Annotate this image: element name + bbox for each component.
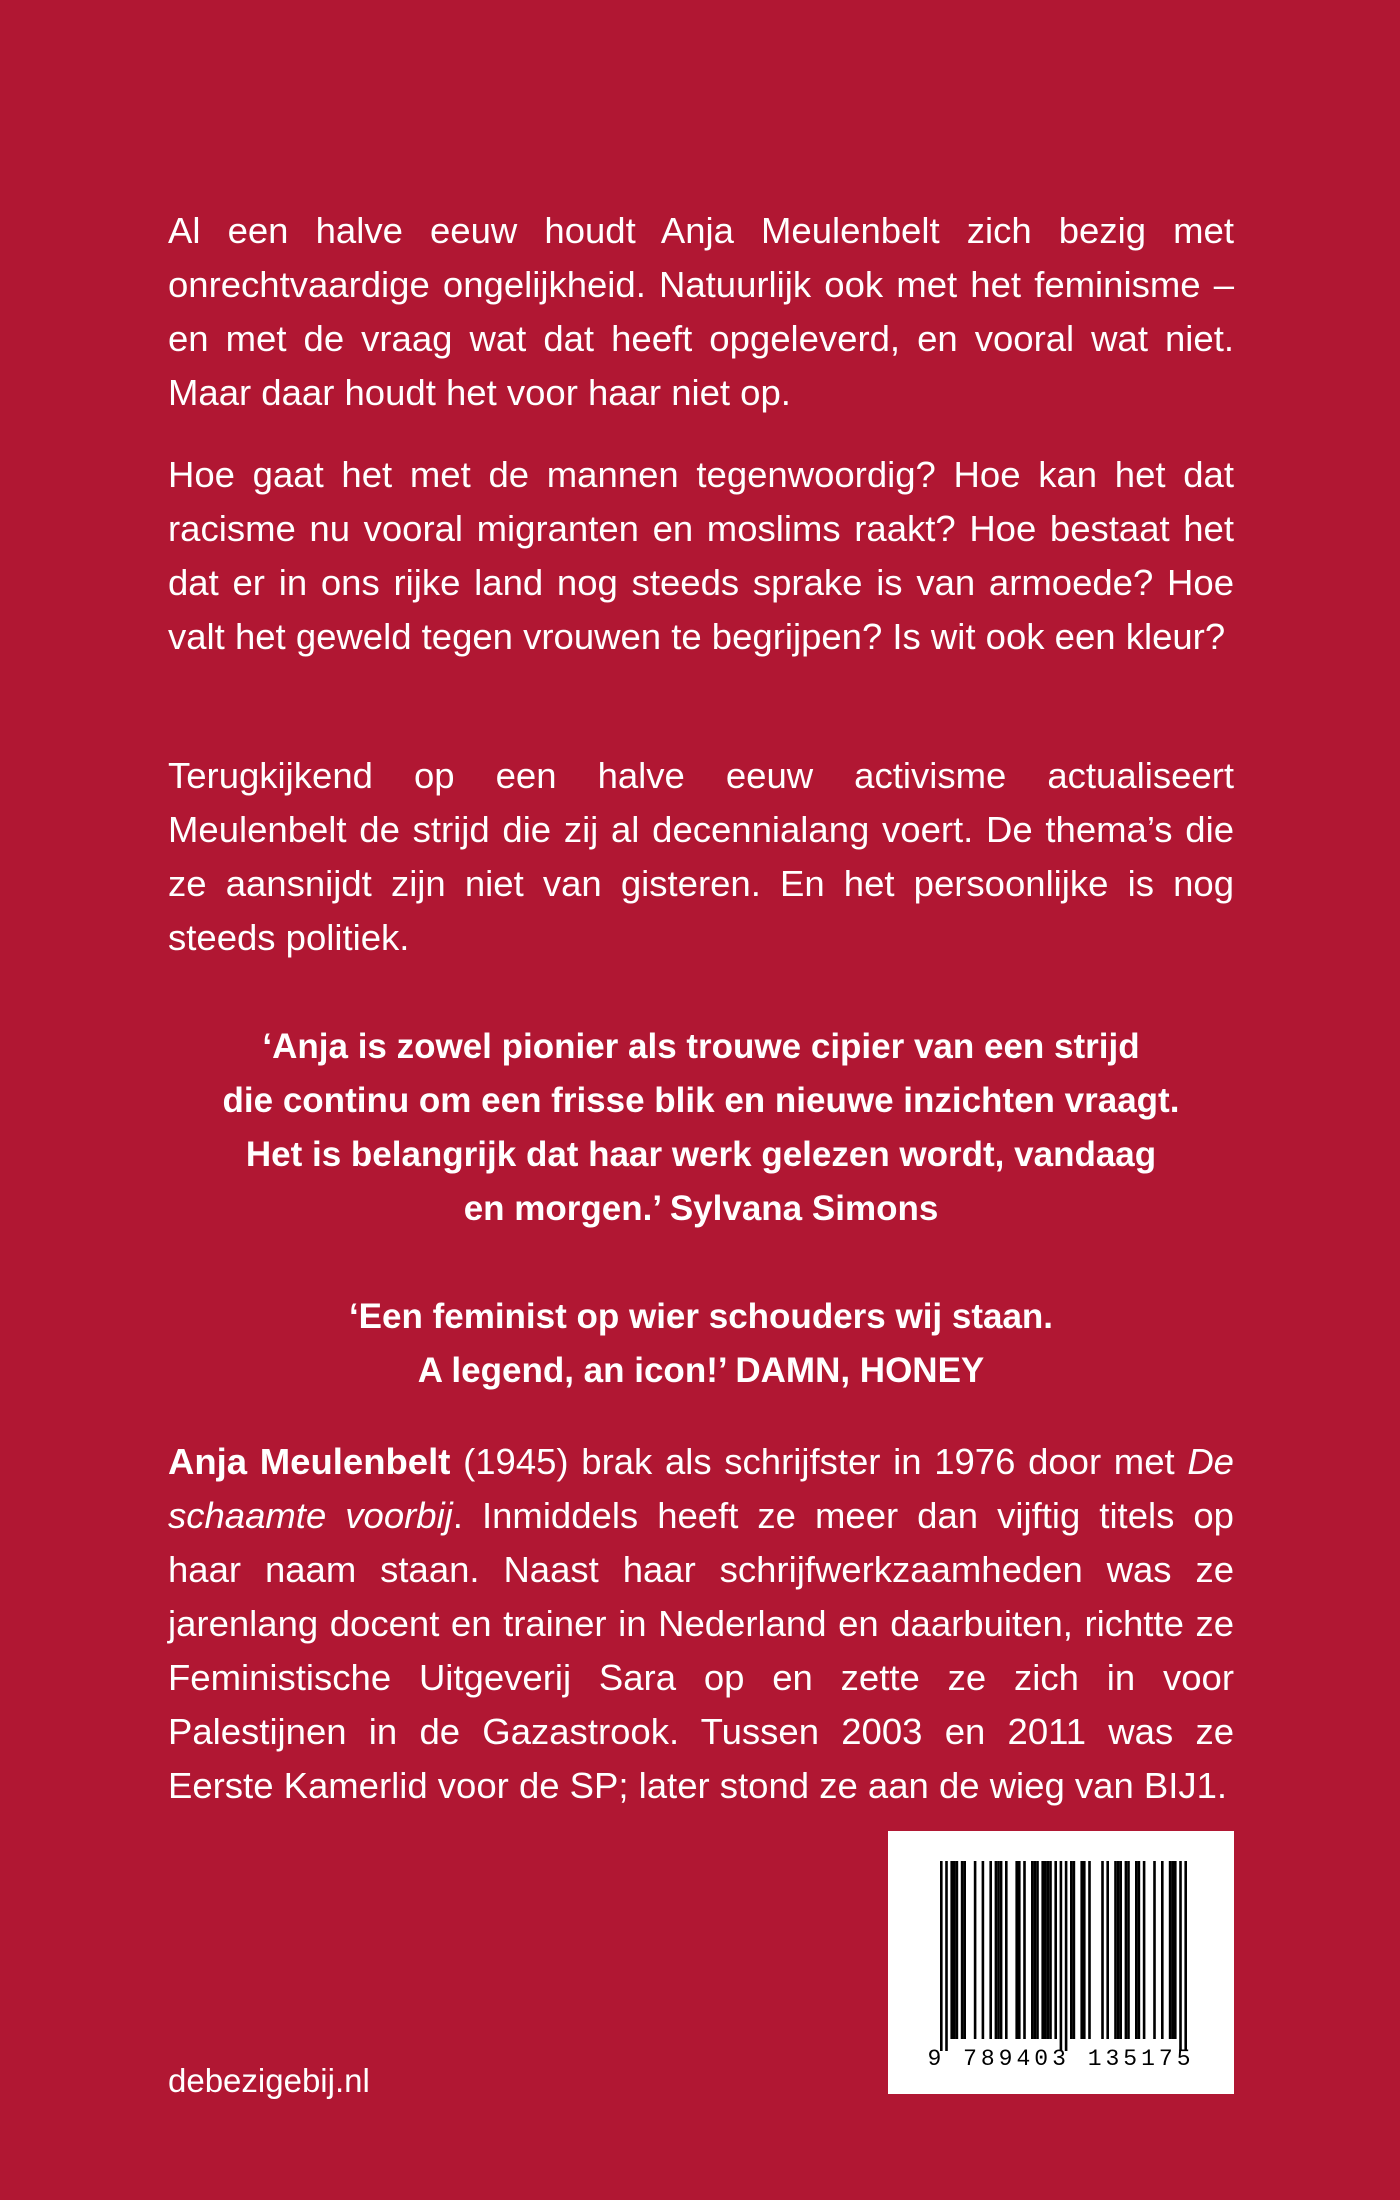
barcode-bar	[950, 1861, 953, 2039]
author-bio	[168, 1435, 1234, 1813]
barcode-bar	[1023, 1861, 1026, 2039]
barcode-bar	[974, 1861, 977, 2039]
barcode-bar	[995, 1861, 998, 2039]
barcode-bar	[1143, 1861, 1146, 2039]
barcode-bar	[1083, 1861, 1086, 2039]
barcode-bar	[1031, 1861, 1034, 2039]
barcode-bar	[1184, 1861, 1187, 2051]
barcode-bar	[1041, 1861, 1044, 2039]
barcode-bar	[1088, 1861, 1091, 2039]
barcode-bar	[1101, 1861, 1104, 2039]
barcode-bar	[1117, 1861, 1120, 2039]
barcode-bar	[1169, 1861, 1172, 2039]
barcode-bar	[945, 1861, 948, 2051]
barcode-bar	[1060, 1861, 1063, 2051]
barcode-bar	[1080, 1861, 1083, 2039]
quote-line: ‘Anja is zowel pionier als trouwe cipier van een strijd	[262, 1027, 1140, 1066]
bio-text: (1945) brak als schrijfster in 1976 door met	[450, 1441, 1188, 1482]
barcode-bar	[1114, 1861, 1117, 2039]
description-paragraph-2: Hoe gaat het met de mannen tegenwoordig? Hoe kan het dat racisme nu vooral migranten en moslims raakt? Hoe bestaat het dat er in ons rijke land nog steeds sprake is van armoede? Hoe valt het geweld tegen vrouwen te begrijpen? Is wit ook een kleur?	[168, 454, 1234, 657]
barcode-bar	[963, 1861, 966, 2039]
barcode-bar	[1047, 1861, 1050, 2039]
barcode-bar	[1125, 1861, 1128, 2039]
barcode-bar	[1171, 1861, 1174, 2039]
barcode-bar	[1070, 1861, 1073, 2039]
barcode-bar	[1018, 1861, 1021, 2039]
quote-line: A legend, an icon!’ DAMN, HONEY	[417, 1351, 985, 1390]
barcode-bar	[982, 1861, 985, 2039]
barcode-bar	[961, 1861, 964, 2039]
quote-sylvana-simons	[168, 1020, 1234, 1236]
barcode-bar	[1179, 1861, 1182, 2051]
quote-line: die continu om een frisse blik en nieuwe inzichten vraagt.	[222, 1081, 1180, 1120]
barcode-bar	[956, 1861, 959, 2039]
quote-line: Het is belangrijk dat haar werk gelezen wordt, vandaag	[245, 1135, 1157, 1174]
barcode-bar	[1138, 1861, 1141, 2039]
book-title: De schaamte voorbij	[168, 1441, 1234, 1536]
barcode-bar	[1135, 1861, 1138, 2039]
description-paragraph-3: Terugkijkend op een halve eeuw activisme actualiseert Meulenbelt de strijd die zij al decennialang voert. De thema’s die ze aansnijdt zijn niet van gisteren. En het persoonlijke is nog steeds politiek.	[168, 755, 1234, 958]
barcode-bar	[1174, 1861, 1177, 2039]
barcode-bar	[1036, 1861, 1039, 2039]
quote-line: en morgen.’ Sylvana Simons	[463, 1189, 939, 1228]
barcode-bar	[1034, 1861, 1037, 2039]
quote-damn-honey	[168, 1290, 1234, 1398]
isbn-barcode	[888, 1831, 1234, 2094]
barcode-bar	[1119, 1861, 1122, 2039]
publisher-website: debezigebij.nl	[168, 2062, 370, 2099]
barcode-bar	[1015, 1861, 1018, 2039]
barcode-bar	[1044, 1861, 1047, 2039]
description-paragraph-1: Al een halve eeuw houdt Anja Meulenbelt zich bezig met onrechtvaardige ongelijkheid. Natuurlijk ook met het feminisme – en met de vraag wat dat heeft opgeleverd, en vooral wat niet. Maar daar houdt het voor haar niet op.	[168, 210, 1234, 413]
bio-text: . Inmiddels heeft ze meer dan vijftig titels op haar naam staan. Naast haar schrijfwerkzaamheden was ze jarenlang docent en trainer in Nederland en daarbuiten, richtte ze Feministische Uitgeverij Sara op en zette ze zich in voor Palestijnen in de Gazastrook. Tussen 2003 en 2011 was ze Eerste Kamerlid voor de SP; later stond ze aan de wieg van BIJ1.	[168, 1495, 1234, 1806]
barcode-bar	[1000, 1861, 1003, 2039]
isbn-number: 9 789403 135175	[927, 2046, 1195, 2072]
barcode-bar	[1153, 1861, 1156, 2039]
barcode-bar	[940, 1861, 943, 2051]
barcode-bar	[1106, 1861, 1109, 2039]
barcode-bar	[1127, 1861, 1130, 2039]
barcode-bar	[989, 1861, 992, 2039]
barcode-bar	[1065, 1861, 1068, 2051]
barcode-bar	[1073, 1861, 1076, 2039]
barcode-bar	[997, 1861, 1000, 2039]
barcode-bar	[953, 1861, 956, 2039]
author-name: Anja Meulenbelt	[168, 1441, 451, 1482]
barcode-bar	[1049, 1861, 1052, 2039]
quote-line: ‘Een feminist op wier schouders wij staan.	[348, 1297, 1054, 1336]
barcode-bar	[1005, 1861, 1008, 2039]
barcode-bar	[1054, 1861, 1057, 2039]
barcode-bar	[1161, 1861, 1164, 2039]
